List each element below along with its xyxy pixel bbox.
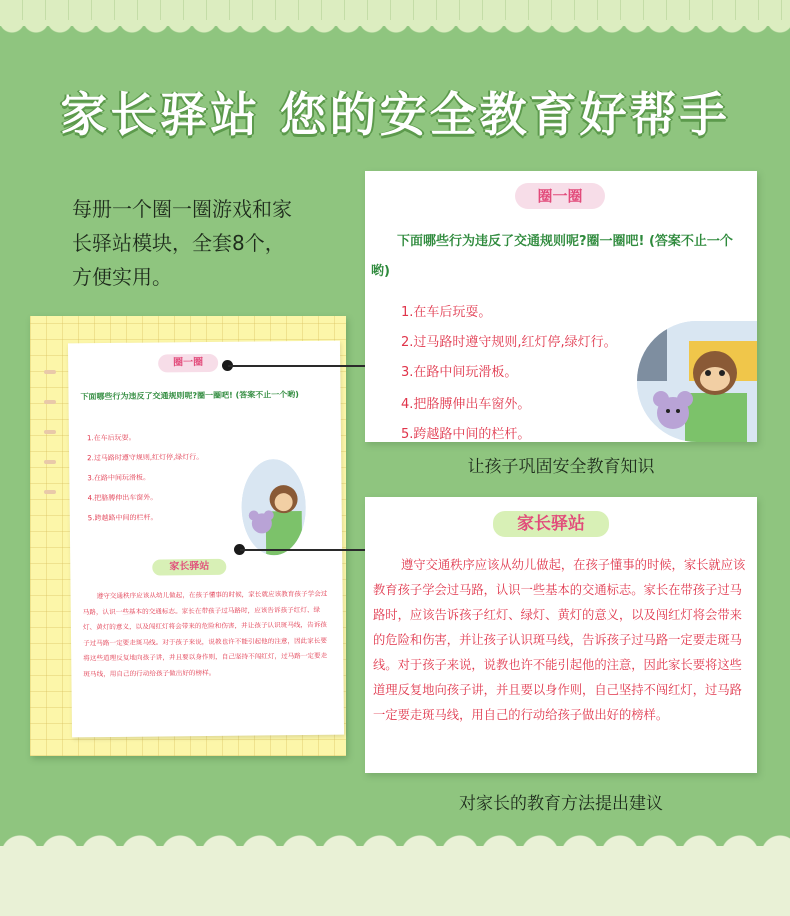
page-tab <box>44 430 56 434</box>
parents-tag: 家长驿站 <box>491 509 611 539</box>
quiz-tag: 圈一圈 <box>515 183 605 209</box>
book-quiz-tag: 圈一圈 <box>158 354 218 373</box>
parents-card <box>365 497 757 773</box>
book-quiz-question: 下面哪些行为违反了交通规则呢?圈一圈吧! (答案不止一个哟) <box>80 390 299 402</box>
top-scallop-edge <box>0 20 790 42</box>
book-parents-paragraph: 遵守交通秩序应该从幼儿做起，在孩子懂事的时候，家长就应该教育孩子学会过马路，认识一些基本的交通标志。家长在带孩子过马路时，应该告诉孩子红灯、绿灯、黄灯的意义，以及闯红灯将会带来的危险和伤害，并让孩子认识斑马线，告诉孩子过马路一定要走斑马线。对于孩子来说，说教也许不能引起他的注意，因此家长要将这些道理反复地向孩子讲，并且要以身作则，自己坚持不闯红灯，过马路一定要走斑马线，用自己的行动给孩子做出好的榜样。 <box>82 589 328 679</box>
quiz-card <box>365 171 757 442</box>
parents-paragraph: 遵守交通秩序应该从幼儿做起，在孩子懂事的时候，家长就应该教育孩子学会过马路，认识一些基本的交通标志。家长在带孩子过马路时，应该告诉孩子红灯、绿灯、黄灯的意义，以及闯红灯将会带来的危险和伤害，并让孩子认识斑马线，告诉孩子过马路一定要走斑马线。对于孩子来说，说教也许不能引起他的注意，因此家长要将这些道理反复地向孩子讲，并且要以身作则，自己坚持不闯红灯，过马路一定要走斑马线，用自己的行动给孩子做出好的榜样。 <box>373 558 746 722</box>
page-tab <box>44 400 56 404</box>
quiz-option: 4.把胳膊伸出车窗外。 <box>401 397 531 412</box>
monkey-mouse-illustration <box>241 459 306 556</box>
book-quiz-option: 3.在路中间玩滑板。 <box>87 473 151 483</box>
book-sheet <box>68 341 344 738</box>
quiz-option: 5.跨越路中间的栏杆。 <box>401 427 531 442</box>
book-parents-tag: 家长驿站 <box>150 557 228 578</box>
book-quiz-option: 4.把胳膊伸出车窗外。 <box>87 493 158 503</box>
quiz-caption: 让孩子巩固安全教育知识 <box>467 457 655 477</box>
bottom-decor-area <box>0 846 790 916</box>
connector-line <box>228 365 387 367</box>
page-tab <box>44 460 56 464</box>
book-quiz-option: 2.过马路时遵守规则,红灯停,绿灯行。 <box>87 453 204 463</box>
parents-caption: 对家长的教育方法提出建议 <box>459 794 663 814</box>
page-headline: 家长驿站 您的安全教育好帮手 <box>60 88 730 143</box>
book-page-preview <box>30 316 346 756</box>
quiz-option: 2.过马路时遵守规则,红灯停,绿灯行。 <box>401 335 617 350</box>
quiz-option: 1.在车后玩耍。 <box>401 305 492 320</box>
intro-text: 每册一个圈一圈游戏和家长驿站模块，全套8个，方便实用。 <box>72 197 292 289</box>
book-quiz-option: 1.在车后玩耍。 <box>86 433 136 443</box>
quiz-option: 3.在路中间玩滑板。 <box>401 365 518 380</box>
page-tab <box>44 370 56 374</box>
page-tab <box>44 490 56 494</box>
monkey-mouse-illustration <box>637 321 757 442</box>
quiz-question: 下面哪些行为违反了交通规则呢?圈一圈吧! (答案不止一个哟) <box>371 234 733 279</box>
book-quiz-option: 5.跨越路中间的栏杆。 <box>87 513 158 523</box>
